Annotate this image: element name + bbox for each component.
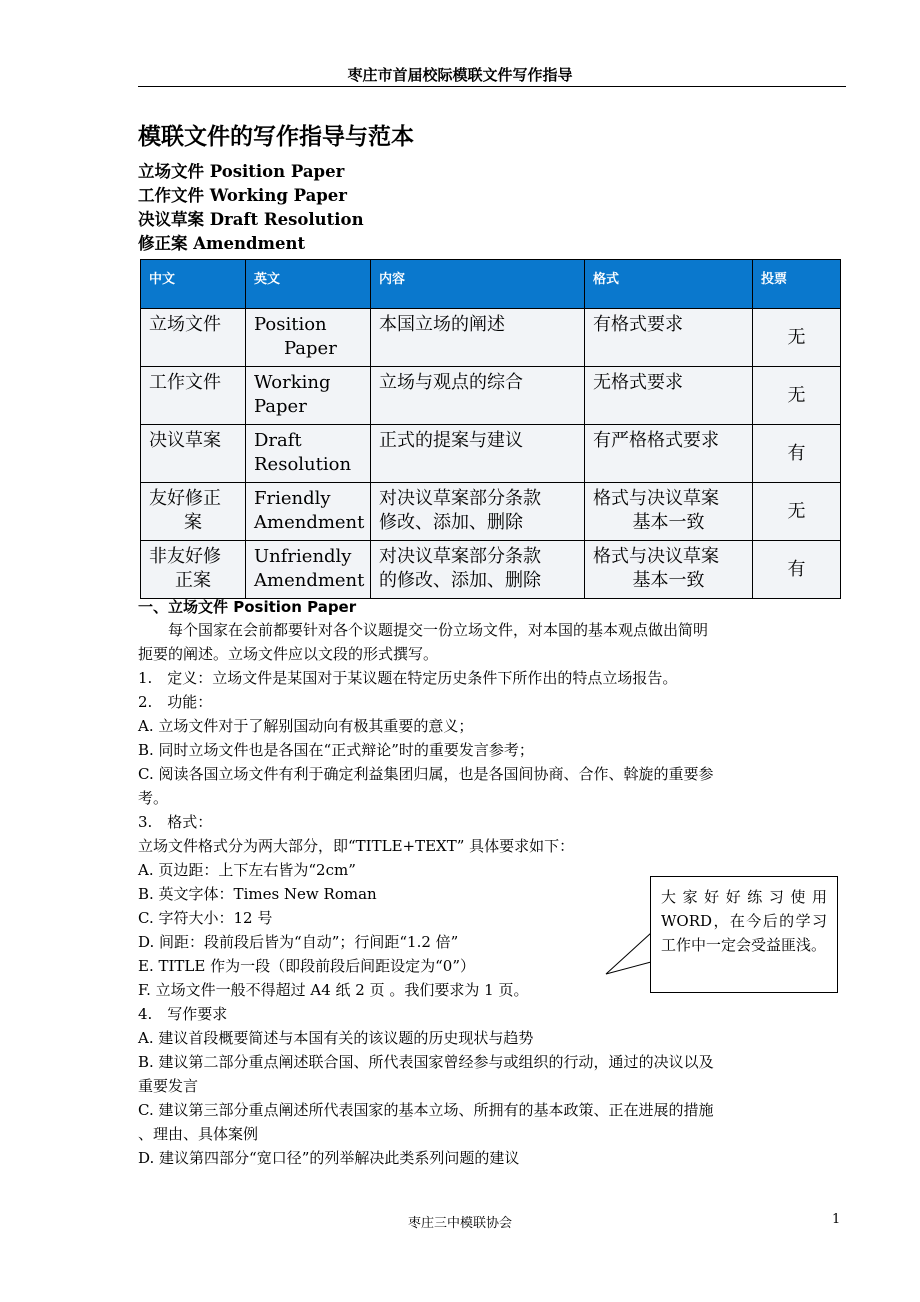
table-header-row bbox=[141, 260, 841, 309]
header-format: 格式 bbox=[585, 260, 753, 309]
body-line: 每个国家在会前都要针对各个议题提交一份立场文件，对本国的基本观点做出简明 bbox=[138, 621, 709, 639]
cell-vote: 有 bbox=[753, 541, 841, 599]
cell-text: 工作文件 bbox=[149, 372, 221, 393]
cell-text: 非友好修 bbox=[149, 546, 221, 567]
doc-type-position-paper: 立场文件 Position Paper bbox=[138, 162, 345, 181]
cell-text: 立场与观点的综合 bbox=[379, 372, 523, 393]
header-chinese: 中文 bbox=[141, 260, 246, 309]
cell-text: Position bbox=[254, 314, 327, 335]
section-heading-position-paper: 一、立场文件 Position Paper bbox=[138, 598, 357, 616]
body-line: B. 同时立场文件也是各国在“正式辩论”时的重要发言参考； bbox=[138, 741, 534, 759]
table-row bbox=[141, 425, 841, 483]
header-rule bbox=[138, 86, 846, 87]
body-line: 、理由、具体案例 bbox=[138, 1125, 259, 1143]
cell-text: 本国立场的阐述 bbox=[379, 314, 505, 335]
cell-text: 无格式要求 bbox=[593, 372, 683, 393]
cell-chinese bbox=[141, 425, 246, 483]
page-footer: 枣庄三中模联协会 bbox=[407, 1216, 512, 1231]
cell-text: 案 bbox=[184, 512, 202, 533]
body-line: 考。 bbox=[138, 789, 169, 807]
document-types-table bbox=[140, 259, 841, 599]
body-line: C. 建议第三部分重点阐述所代表国家的基本立场、所拥有的基本政策、正在进展的措施 bbox=[138, 1101, 714, 1119]
body-line: 1. 定义：立场文件是某国对于某议题在特定历史条件下所作出的特点立场报告。 bbox=[138, 669, 678, 687]
body-line: A. 建议首段概要简述与本国有关的该议题的历史现状与趋势 bbox=[138, 1029, 534, 1047]
header-english: 英文 bbox=[246, 260, 371, 309]
page-header-title: 枣庄市首届校际模联文件写作指导 bbox=[347, 66, 573, 84]
table-row bbox=[141, 483, 841, 541]
cell-chinese bbox=[141, 483, 246, 541]
cell-format bbox=[585, 483, 753, 541]
body-line: D. 建议第四部分“宽口径”的列举解决此类系列问题的建议 bbox=[138, 1149, 520, 1167]
cell-vote: 有 bbox=[753, 425, 841, 483]
cell-text: 决议草案 bbox=[149, 430, 221, 451]
cell-content bbox=[371, 541, 585, 599]
cell-text: Friendly bbox=[254, 488, 331, 509]
cell-english bbox=[246, 483, 371, 541]
cell-text: 修改、添加、删除 bbox=[379, 512, 523, 533]
body-line: 4. 写作要求 bbox=[138, 1005, 228, 1023]
cell-english bbox=[246, 367, 371, 425]
body-line: A. 立场文件对于了解别国动向有极其重要的意义； bbox=[138, 717, 474, 735]
callout-box: 大家好好练习使用WORD，在今后的学习工作中一定会受益匪浅。 bbox=[650, 876, 838, 993]
cell-content bbox=[371, 425, 585, 483]
table-row bbox=[141, 541, 841, 599]
cell-text: 对决议草案部分条款 bbox=[379, 488, 541, 509]
cell-text: 正案 bbox=[175, 570, 211, 591]
cell-text: Paper bbox=[254, 396, 307, 417]
cell-vote: 无 bbox=[753, 367, 841, 425]
cell-english bbox=[246, 541, 371, 599]
header-vote: 投票 bbox=[753, 260, 841, 309]
body-line: 3. 格式： bbox=[138, 813, 213, 831]
body-line: B. 建议第二部分重点阐述联合国、所代表国家曾经参与或组织的行动，通过的决议以及 bbox=[138, 1053, 714, 1071]
cell-text: 有严格格式要求 bbox=[593, 430, 719, 451]
cell-text: Draft bbox=[254, 430, 302, 451]
cell-format bbox=[585, 541, 753, 599]
cell-text: 有格式要求 bbox=[593, 314, 683, 335]
cell-format bbox=[585, 425, 753, 483]
cell-text: Amendment bbox=[254, 512, 365, 533]
cell-vote: 无 bbox=[753, 309, 841, 367]
page-number: 1 bbox=[832, 1212, 841, 1227]
cell-text: 的修改、添加、删除 bbox=[379, 570, 541, 591]
cell-english bbox=[246, 425, 371, 483]
cell-text: Paper bbox=[284, 338, 337, 359]
cell-text: 格式与决议草案 bbox=[593, 488, 719, 509]
body-line: 扼要的阐述。立场文件应以文段的形式撰写。 bbox=[138, 645, 439, 663]
cell-format bbox=[585, 367, 753, 425]
document-title: 模联文件的写作指导与范本 bbox=[138, 124, 414, 150]
doc-type-draft-resolution: 决议草案 Draft Resolution bbox=[138, 210, 364, 229]
cell-text: 格式与决议草案 bbox=[593, 546, 719, 567]
body-line: A. 页边距：上下左右皆为“2cm” bbox=[138, 861, 356, 879]
body-line: D. 间距：段前段后皆为“自动”；行间距“1.2 倍” bbox=[138, 933, 459, 951]
cell-vote: 无 bbox=[753, 483, 841, 541]
cell-english bbox=[246, 309, 371, 367]
cell-text: Resolution bbox=[254, 454, 352, 475]
body-line: 2. 功能： bbox=[138, 693, 213, 711]
cell-content bbox=[371, 309, 585, 367]
body-line: F. 立场文件一般不得超过 A4 纸 2 页 。我们要求为 1 页。 bbox=[138, 981, 529, 999]
body-line: 重要发言 bbox=[138, 1077, 199, 1095]
cell-text: Working bbox=[254, 372, 331, 393]
cell-chinese bbox=[141, 309, 246, 367]
body-line: C. 阅读各国立场文件有利于确定利益集团归属，也是各国间协商、合作、斡旋的重要参 bbox=[138, 765, 714, 783]
cell-format bbox=[585, 309, 753, 367]
cell-text: 立场文件 bbox=[149, 314, 221, 335]
cell-text: 正式的提案与建议 bbox=[379, 430, 523, 451]
body-line: C. 字符大小：12 号 bbox=[138, 909, 273, 927]
table-row bbox=[141, 309, 841, 367]
doc-type-working-paper: 工作文件 Working Paper bbox=[138, 186, 347, 205]
body-line: B. 英文字体：Times New Roman bbox=[138, 885, 377, 903]
cell-content bbox=[371, 483, 585, 541]
body-line: E. TITLE 作为一段（即段前段后间距设定为“0”） bbox=[138, 957, 475, 975]
cell-text: Amendment bbox=[254, 570, 365, 591]
cell-text: 基本一致 bbox=[632, 512, 705, 533]
cell-content bbox=[371, 367, 585, 425]
cell-text: 友好修正 bbox=[149, 488, 221, 509]
cell-text: Unfriendly bbox=[254, 546, 352, 567]
doc-type-amendment: 修正案 Amendment bbox=[138, 234, 306, 253]
cell-text: 基本一致 bbox=[632, 570, 705, 591]
cell-text: 对决议草案部分条款 bbox=[379, 546, 541, 567]
table-row bbox=[141, 367, 841, 425]
header-content: 内容 bbox=[371, 260, 585, 309]
body-line: 立场文件格式分为两大部分，即“TITLE+TEXT” 具体要求如下： bbox=[138, 837, 575, 855]
cell-chinese bbox=[141, 541, 246, 599]
cell-chinese bbox=[141, 367, 246, 425]
